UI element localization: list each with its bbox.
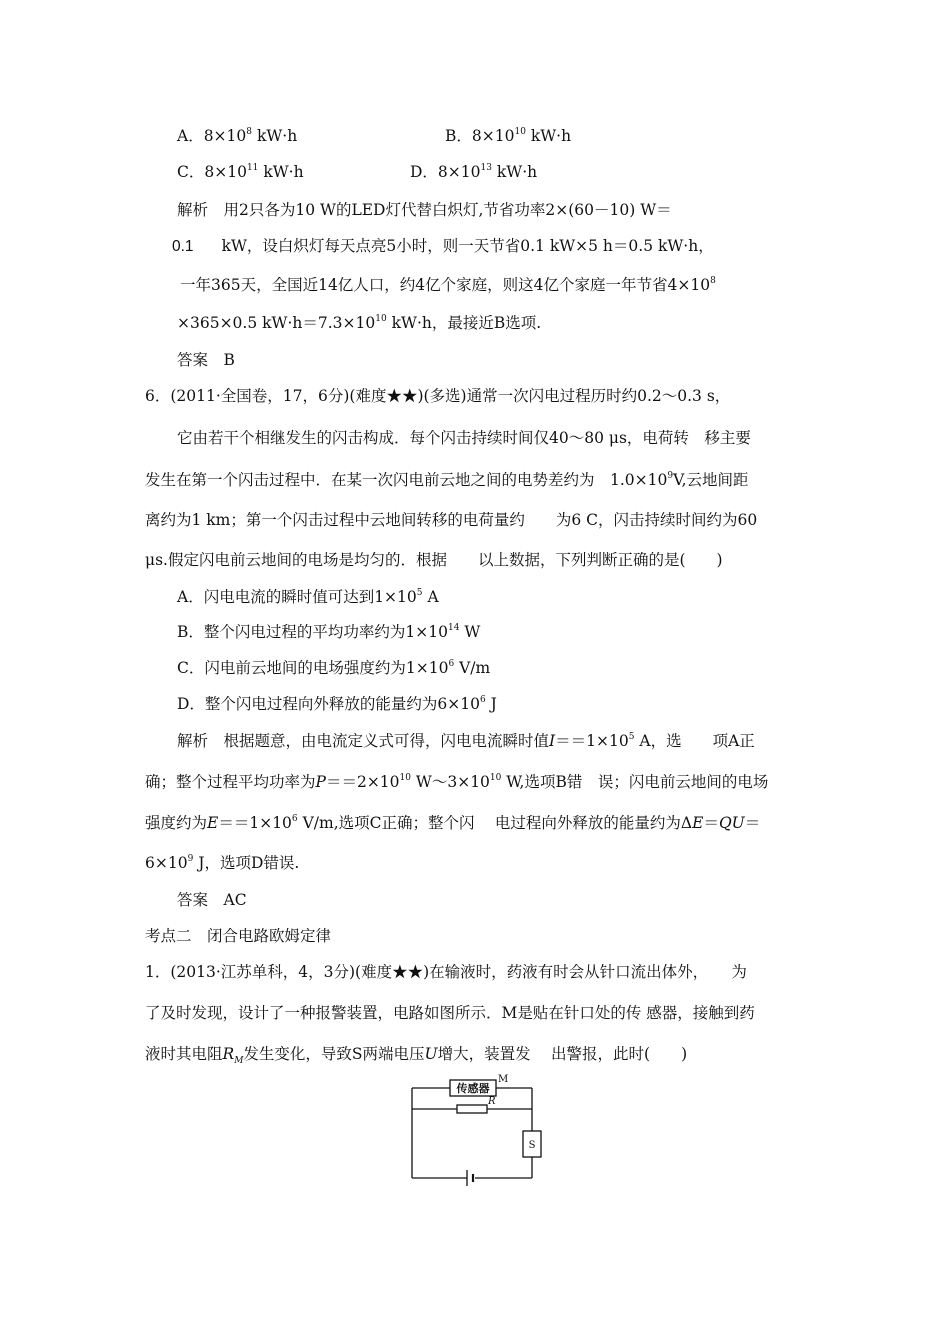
resistor (457, 1105, 487, 1113)
q6-stem-line-1: 6．(2011·全国卷，17，6分)(难度★★)(多选)通常一次闪电过程历时约0.2～0.3 s， (145, 387, 731, 405)
q6-analysis-line-4: $6\times 10^9$ J，选项D错误. (145, 853, 300, 872)
q6-option-b: B．整个闪电过程的平均功率约为$1\times 10^{14}$ W (177, 622, 481, 641)
q6-stem-line-2: 它由若干个相继发生的闪击构成．每个闪击持续时间仅40～80 μs，电荷转 移主要 (177, 429, 751, 447)
q6-analysis-line-2: 确；整个过程平均功率为$P==2\times 10^{10}$ $W\sim 3\times 10^{10}$ W,选项B错 误；闪电前云地间的电场 (145, 772, 769, 791)
m-label: M (498, 1074, 509, 1085)
r-label: R (488, 1096, 496, 1107)
q1-stem-line-2: 了及时发现，设计了一种报警装置，电路如图所示．M是贴在针口处的传 感器，接触到药 (145, 1004, 755, 1022)
q6-option-c: C．闪电前云地间的电场强度约为$1\times 10^6$ V/m (177, 658, 491, 677)
circuit-diagram (405, 1073, 550, 1188)
q5-option-d: D．$8\times 10^{13}$ kW·h (410, 162, 538, 181)
q6-analysis-line-3: 强度约为$E==1\times 10^6$ V/m,选项C正确；整个闪 电过程向外释放的能量约为ΔE＝QU＝ (145, 813, 761, 832)
section-heading: 考点二 闭合电路欧姆定律 (145, 927, 332, 945)
q5-option-a: A．$8\times 10^8$ kW·h (177, 126, 298, 145)
q5-option-c: C．$8\times 10^{11}$ kW·h (177, 162, 304, 181)
q6-answer: 答案 AC (177, 891, 247, 909)
sensor-label: 传感器 (456, 1082, 490, 1095)
s-label: S (528, 1140, 536, 1151)
q1-stem-line-3: 液时其电阻$R_M$发生变化，导致S两端电压U增大，装置发 出警报，此时( ) (145, 1045, 688, 1067)
q5-option-b: B．$8\times 10^{10}$ kW·h (445, 126, 572, 145)
q5-analysis-line-2: 0.1 kW，设白炽灯每天点亮5小时，则一天节省0.1 kW×5 h＝0.5 kW·h， (172, 237, 714, 255)
q6-stem-line-5: μs.假定闪电前云地间的电场是均匀的．根据 以上数据，下列判断正确的是( ) (145, 551, 723, 569)
q6-analysis-line-1: 解析 根据题意，由电流定义式可得，闪电电流瞬时值$I==1\times 10^5$ A，选 项A正 (177, 731, 755, 750)
q5-analysis-line-1: 解析 用2只各为10 W的LED灯代替白炽灯,节省功率2×(60－10) W＝ (177, 201, 672, 219)
q5-answer: 答案 B (177, 351, 235, 369)
q1-stem-line-1: 1．(2013·江苏单科，4，3分)(难度★★)在输液时，药液有时会从针口流出体外， 为 (145, 963, 747, 981)
q5-analysis-line-3: 一年365天，全国近14亿人口，约4亿个家庭，则这4亿个家庭一年节省$4\times 10^8$ (180, 275, 716, 294)
q6-stem-line-4: 离约为1 km；第一个闪击过程中云地间转移的电荷量约 为6 C，闪击持续时间约为60 (145, 511, 758, 529)
q6-option-d: D．整个闪电过程向外释放的能量约为$6\times 10^6$ J (177, 694, 497, 713)
q5-analysis-line-4: ×365×0.5 $kW\cdot h=7.3\times 10^{10}$ kW·h，最接近B选项. (177, 313, 542, 332)
q6-stem-line-3: 发生在第一个闪击过程中．在某一次闪电前云地之间的电势差约为 $1.0\times 10^9V$,云地间距 (145, 470, 749, 489)
q6-option-a: A．闪电电流的瞬时值可达到$1\times 10^5$ A (177, 587, 439, 606)
